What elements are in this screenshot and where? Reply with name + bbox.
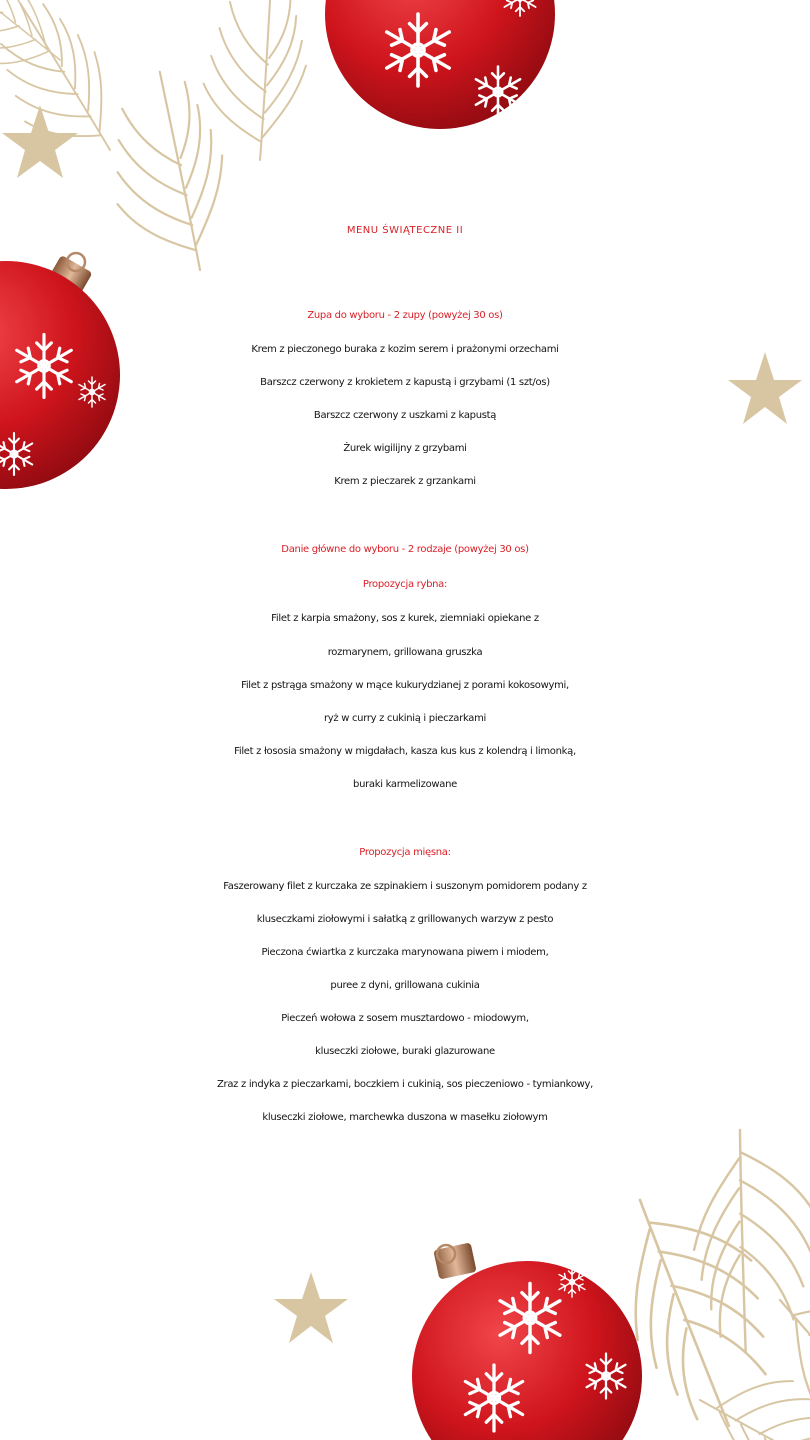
snowflake-icon bbox=[587, 1354, 626, 1399]
list-item: puree z dyni, grillowana cukinia bbox=[330, 980, 480, 991]
pine-branch-icon bbox=[0, 0, 81, 93]
pine-branch-icon bbox=[741, 1258, 810, 1440]
star-icon bbox=[274, 1272, 348, 1343]
pine-branch-icon bbox=[80, 62, 256, 289]
snowflake-icon bbox=[504, 0, 535, 16]
snowflake-icon bbox=[500, 1284, 560, 1353]
page-title: MENU ŚWIĄTECZNE II bbox=[346, 225, 464, 236]
list-item: Pieczona ćwiartka z kurczaka marynowana piwem i miodem, bbox=[261, 947, 549, 958]
list-item: Pieczeń wołowa z sosem musztardowo - miodowym, bbox=[281, 1013, 529, 1024]
main-section-heading: Danie główne do wyboru - 2 rodzaje (powyżej 30 os) bbox=[281, 544, 529, 555]
list-item: Filet z karpia smażony, sos z kurek, ziemniaki opiekane z bbox=[271, 613, 539, 624]
list-item: Filet z pstrąga smażony w mące kukurydzianej z porami kokosowymi, bbox=[241, 680, 569, 691]
pine-branch-icon bbox=[578, 1167, 810, 1440]
pine-branch-icon bbox=[675, 1119, 810, 1358]
list-item: Faszerowany filet z kurczaka ze szpinakiem i suszonym pomidorem podany z bbox=[223, 881, 587, 892]
star-icon bbox=[2, 105, 78, 178]
list-item: Żurek wigilijny z grzybami bbox=[343, 443, 467, 454]
snowflake-icon bbox=[465, 1365, 522, 1431]
list-item: kluseczki ziołowe, buraki glazurowane bbox=[315, 1046, 495, 1057]
ornament-icon bbox=[325, 0, 555, 129]
list-item: buraki karmelizowane bbox=[353, 779, 457, 790]
snowflake-icon bbox=[559, 1267, 585, 1297]
list-item: Filet z łososia smażony w migdałach, kasza kus kus z kolendrą i limonką, bbox=[234, 746, 576, 757]
ornament-icon bbox=[412, 1242, 642, 1440]
list-item: Barszcz czerwony z krokietem z kapustą i grzybami (1 szt/os) bbox=[260, 377, 550, 388]
meat-subheading: Propozycja mięsna: bbox=[359, 847, 451, 858]
snowflake-icon bbox=[387, 14, 449, 86]
list-item: kluseczkami ziołowymi i sałatką z grillowanych warzyw z pesto bbox=[256, 914, 554, 925]
list-item: Barszcz czerwony z uszkami z kapustą bbox=[313, 410, 497, 421]
list-item: kluseczki ziołowe, marchewka duszona w masełku ziołowym bbox=[262, 1112, 548, 1123]
pine-branch-icon bbox=[0, 0, 149, 180]
list-item: Krem z pieczonego buraka z kozim serem i prażonymi orzechami bbox=[251, 344, 559, 355]
list-item: ryż w curry z cukinią i pieczarkami bbox=[323, 713, 487, 724]
list-item: Krem z pieczarek z grzankami bbox=[334, 476, 476, 487]
list-item: rozmarynem, grillowana gruszka bbox=[327, 647, 483, 658]
fish-subheading: Propozycja rybna: bbox=[362, 579, 448, 590]
soup-section-heading: Zupa do wyboru - 2 zupy (powyżej 30 os) bbox=[307, 310, 503, 321]
list-item: Zraz z indyka z pieczarkami, boczkiem i cukinią, sos pieczeniowo - tymiankowy, bbox=[216, 1079, 594, 1090]
pine-branch-icon bbox=[682, 1353, 810, 1440]
snowflake-icon bbox=[476, 67, 520, 118]
pine-branch-icon bbox=[195, 0, 314, 164]
